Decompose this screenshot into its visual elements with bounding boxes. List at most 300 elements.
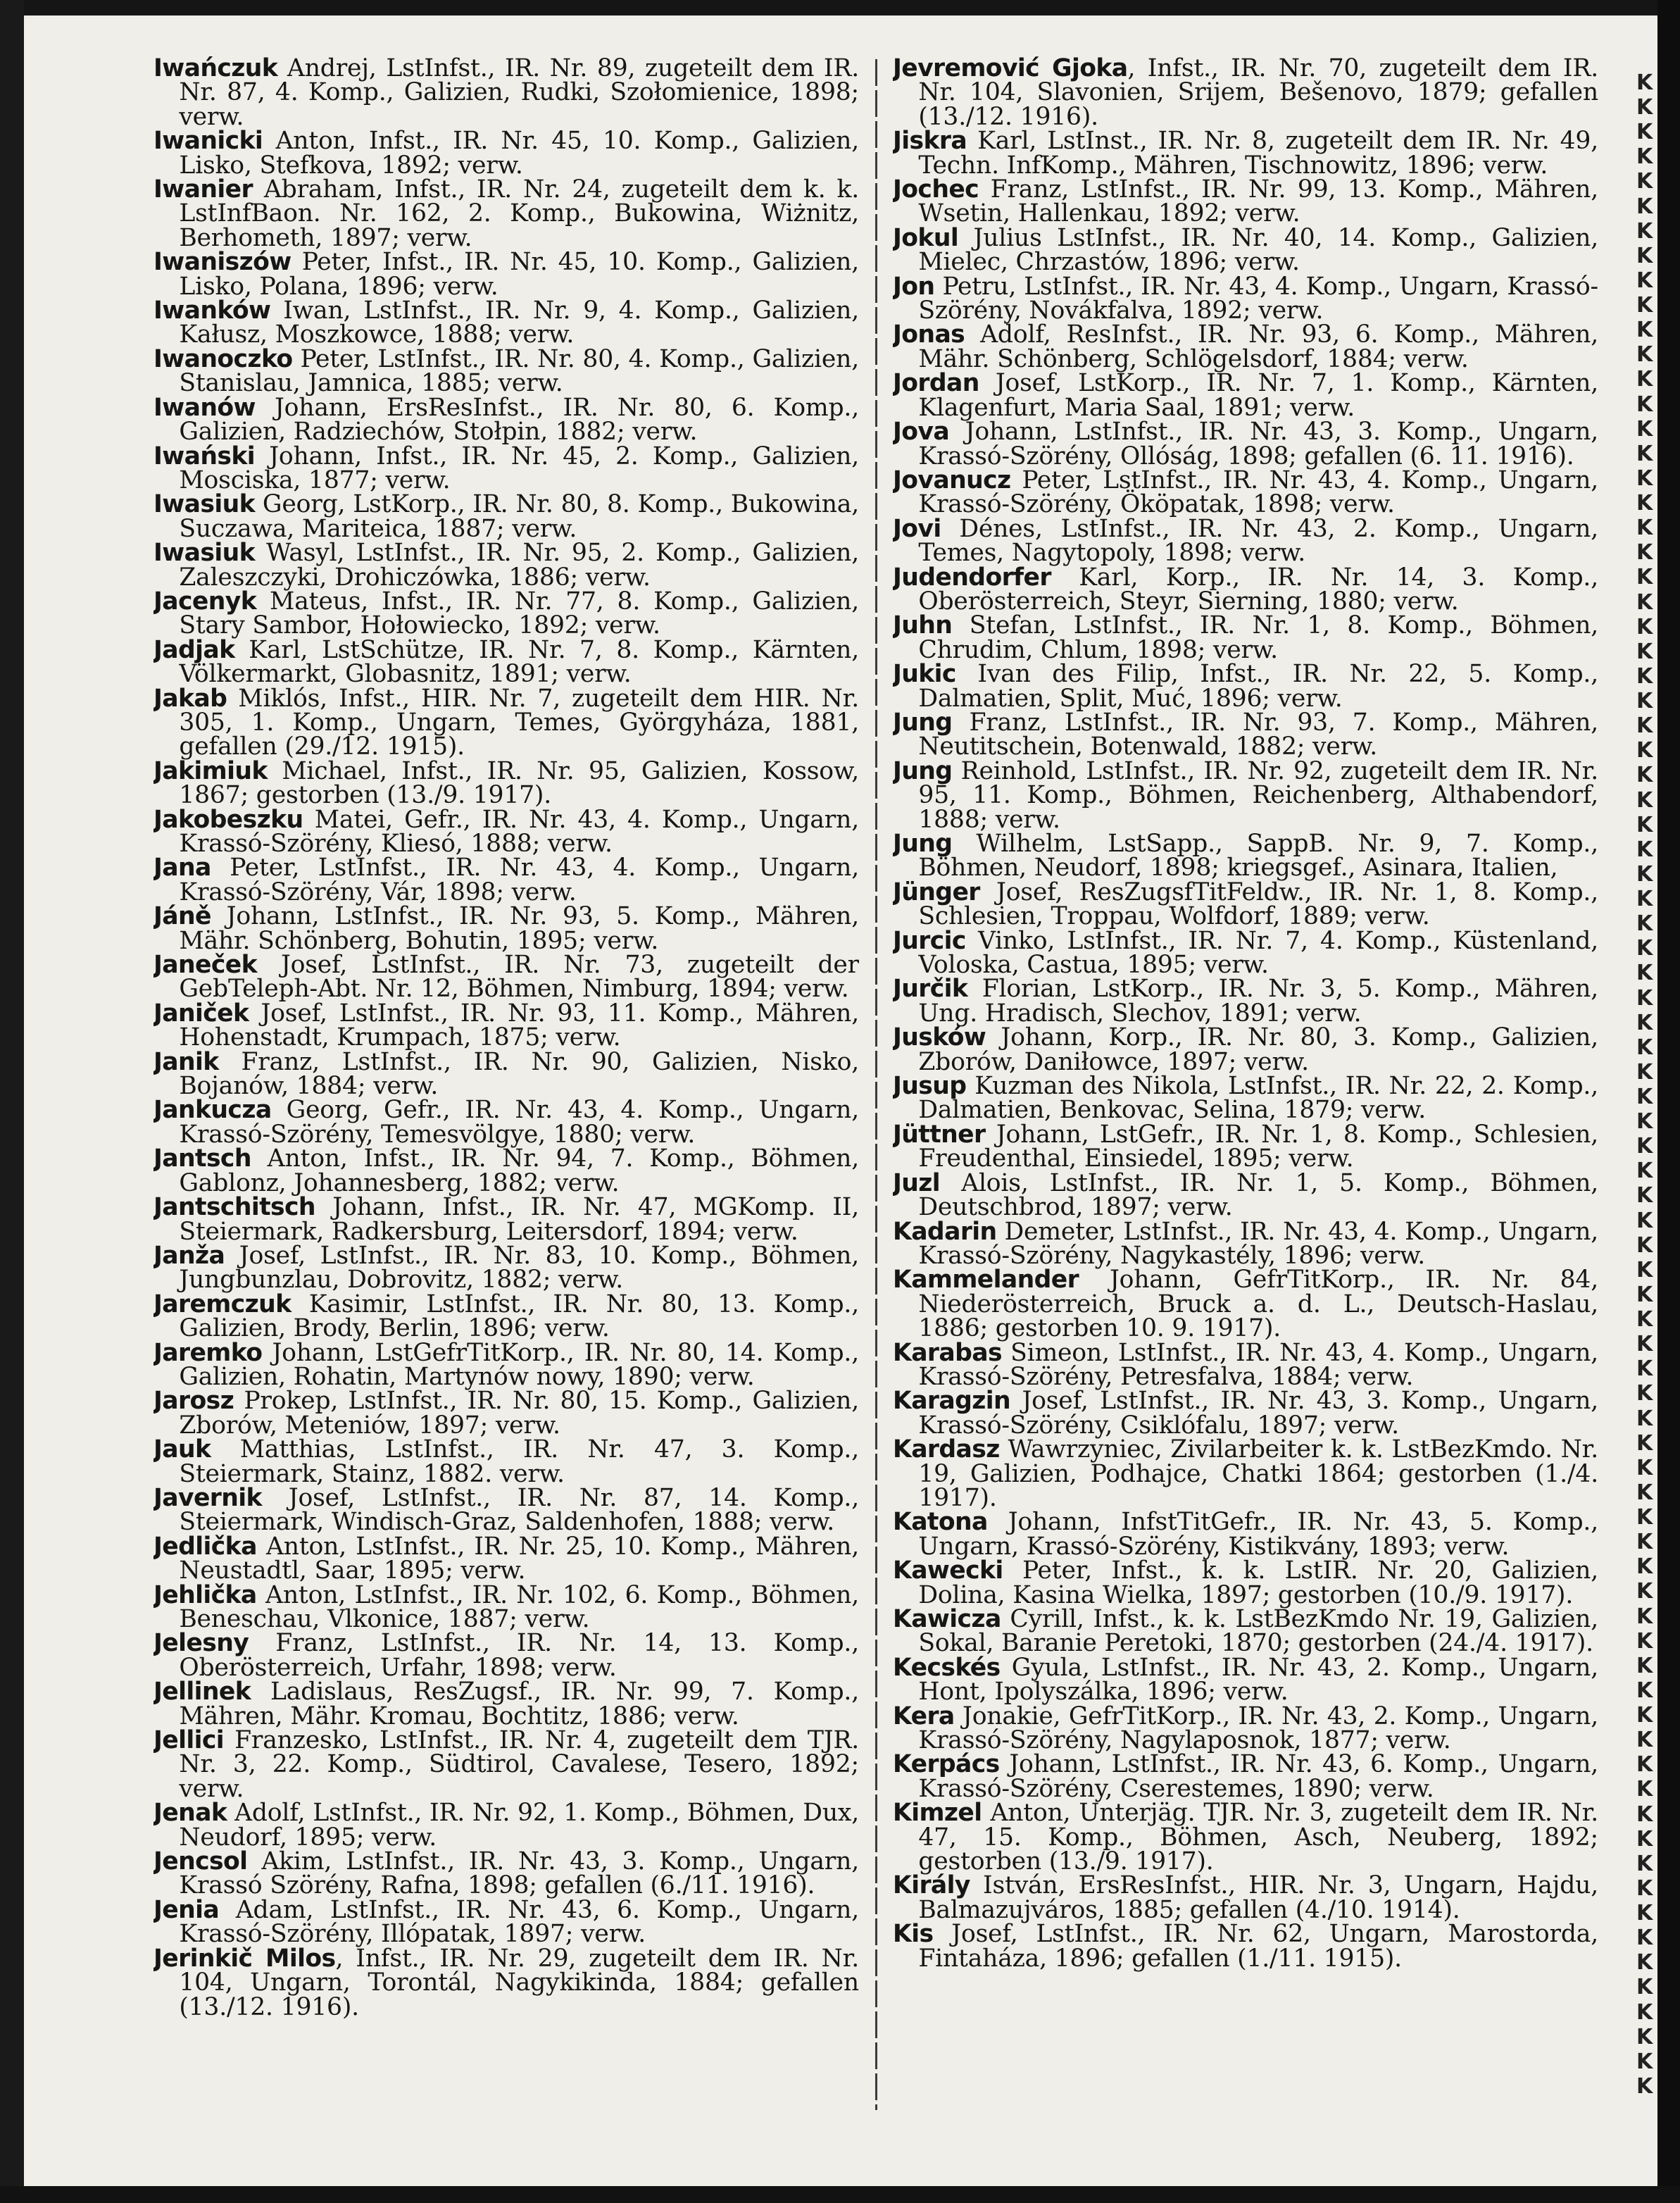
entry-details: Julius LstInfst., IR. Nr. 40, 14. Komp., Galizien, Mielec, Chrzastów, 1896; verw. xyxy=(918,223,1598,277)
margin-letter: K xyxy=(1636,1678,1653,1703)
margin-letter: K xyxy=(1636,342,1653,367)
entry-surname: Jantschitsch xyxy=(153,1193,315,1222)
margin-letter: K xyxy=(1636,936,1653,961)
margin-letter: K xyxy=(1636,1406,1653,1431)
entry-details: Johann, LstInfst., IR. Nr. 43, 3. Komp., Ungarn, Krassó-Szörény, Ollóság, 1898; gefallen (6. 11. 1916). xyxy=(918,418,1598,470)
entry-surname: Iwański xyxy=(153,442,255,470)
right-column xyxy=(893,56,1598,2141)
entry-surname: Janeček xyxy=(153,951,258,980)
margin-letter: K xyxy=(1636,1159,1653,1183)
entry-details: Josef, ResZugsfTitFeldw., IR. Nr. 1, 8. Komp., Schlesien, Troppau, Wolfdorf, 1889; verw. xyxy=(918,878,1598,931)
entry-surname: Jung xyxy=(893,756,953,785)
entry-details: Josef, LstInfst., IR. Nr. 83, 10. Komp., Böhmen, Jungbunzlau, Dobrovitz, 1882; verw. xyxy=(179,1241,859,1294)
entry-surname: Janiček xyxy=(153,999,249,1028)
list-entry xyxy=(893,1025,1598,1074)
list-entry xyxy=(893,1922,1598,1971)
margin-letter: K xyxy=(1636,2000,1653,2025)
margin-letter: K xyxy=(1636,1554,1653,1579)
margin-letter: K xyxy=(1636,70,1653,95)
entry-details: Kuzman des Nikola, LstInfst., IR. Nr. 22, 2. Komp., Dalmatien, Benkovac, Selina, 1879; verw. xyxy=(918,1072,1598,1125)
margin-letter: K xyxy=(1636,1827,1653,1852)
entry-details: Karl, LstInst., IR. Nr. 8, zugeteilt dem IR. Nr. 49, Techn. InfKomp., Mähren, Tischnowitz, 1896; verw. xyxy=(918,127,1598,180)
entry-surname: Iwanoczko xyxy=(153,344,293,373)
list-entry xyxy=(153,805,859,858)
entry-surname: Jünger xyxy=(893,878,980,906)
entry-surname: Kis xyxy=(893,1920,934,1949)
margin-letter: K xyxy=(1636,788,1653,813)
entry-surname: Jochec xyxy=(893,175,979,204)
list-entry xyxy=(153,1799,859,1852)
margin-letter: K xyxy=(1636,887,1653,911)
entry-details: Peter, LstInfst., IR. Nr. 43, 4. Komp., Ungarn, Krassó-Szörény, Vár, 1898; verw. xyxy=(179,854,859,906)
entry-surname: Iwasiuk xyxy=(153,490,255,519)
entry-details: Florian, LstKorp., IR. Nr. 3, 5. Komp., Mähren, Ung. Hradisch, Slechov, 1891; verw. xyxy=(918,975,1598,1028)
list-entry xyxy=(893,1653,1598,1706)
entry-surname: Jung xyxy=(893,830,953,858)
margin-letter: K xyxy=(1636,95,1653,120)
entry-surname: Jadjak xyxy=(153,635,235,664)
entry-details: Ivan des Filip, Infst., IR. Nr. 22, 5. Komp., Dalmatien, Split, Muć, 1896; verw. xyxy=(918,660,1598,713)
entry-surname: Jehlička xyxy=(153,1580,257,1609)
entry-surname: Jusków xyxy=(893,1023,986,1052)
entry-details: Karl, LstSchütze, IR. Nr. 7, 8. Komp., Kärnten, Völkermarkt, Globasnitz, 1891; verw. xyxy=(179,635,859,689)
entry-surname: Iwanicki xyxy=(153,127,263,156)
entry-details: Kasimir, LstInfst., IR. Nr. 80, 13. Komp., Galizien, Brody, Berlin, 1896; verw. xyxy=(179,1290,859,1343)
list-entry xyxy=(893,468,1598,517)
entry-details: Dénes, LstInfst., IR. Nr. 43, 2. Komp., Ungarn, Temes, Nagytopoly, 1898; verw. xyxy=(918,514,1598,568)
margin-letter: K xyxy=(1636,120,1653,144)
margin-letter: K xyxy=(1636,1381,1653,1406)
margin-letter: K xyxy=(1636,2049,1653,2074)
margin-letter: K xyxy=(1636,1011,1653,1035)
margin-letter: K xyxy=(1636,367,1653,392)
list-entry xyxy=(893,177,1598,226)
entry-surname: Jordan xyxy=(893,369,979,398)
entry-surname: Jusup xyxy=(893,1072,967,1101)
entry-surname: Juzl xyxy=(893,1168,941,1197)
entry-details: Johann, ErsResInfst., IR. Nr. 80, 6. Komp., Galizien, Radziechów, Stołpin, 1882; verw. xyxy=(179,393,859,447)
entry-details: Petru, LstInfst., IR. Nr. 43, 4. Komp., Ungarn, Krassó-Szörény, Novákfalva, 1892; verw. xyxy=(918,272,1598,325)
list-entry xyxy=(893,320,1598,373)
entry-surname: Jaremczuk xyxy=(153,1290,292,1318)
entry-details: Peter, LstInfst., IR. Nr. 43, 4. Komp., Ungarn, Krassó-Szörény, Ököpatak, 1898; verw. xyxy=(918,466,1598,519)
margin-letter: K xyxy=(1636,1307,1653,1332)
entry-details: Andrej, LstInfst., IR. Nr. 89, zugeteilt dem IR. Nr. 87, 4. Komp., Galizien, Rudki, Szołomienice, 1898; verw. xyxy=(179,56,859,131)
list-entry xyxy=(893,371,1598,420)
entry-surname: Jedlička xyxy=(153,1532,257,1561)
entry-details: Prokep, LstInfst., IR. Nr. 80, 15. Komp., Galizien, Zborów, Meteniów, 1897; verw. xyxy=(179,1387,859,1440)
margin-letter: K xyxy=(1636,2025,1653,2049)
entry-details: Johann, GefrTitKorp., IR. Nr. 84, Niederösterreich, Bruck a. d. L., Deutsch-Haslau, 1886; gestorben 10. 9. 1917). xyxy=(918,1266,1598,1343)
entry-surname: Jova xyxy=(893,418,950,447)
entry-surname: Karagzin xyxy=(893,1387,1011,1416)
entry-details: Ladislaus, ResZugsf., IR. Nr. 99, 7. Komp., Mähren, Mähr. Kromau, Bochtitz, 1886; verw. xyxy=(179,1678,859,1730)
entry-details: Franz, LstInfst., IR. Nr. 14, 13. Komp., Oberösterreich, Urfahr, 1898; verw. xyxy=(179,1629,859,1682)
list-entry xyxy=(893,662,1598,711)
entry-surname: Iwanier xyxy=(153,175,253,204)
list-entry xyxy=(893,1556,1598,1609)
margin-letter: K xyxy=(1636,565,1653,589)
entry-details: Franzesko, LstInfst., IR. Nr. 4, zugeteilt dem TJR. Nr. 3, 22. Komp., Südtirol, Cavalese, Tesero, 1892; verw. xyxy=(179,1726,859,1803)
list-entry xyxy=(153,756,859,810)
margin-letter: K xyxy=(1636,1802,1653,1827)
entry-surname: Jellici xyxy=(153,1726,225,1755)
list-entry xyxy=(153,344,859,398)
margin-letter: K xyxy=(1636,1654,1653,1678)
entry-details: Simeon, LstInfst., IR. Nr. 43, 4. Komp., Ungarn, Krassó-Szörény, Petresfalva, 1884; verw. xyxy=(918,1338,1598,1391)
entry-details: Adolf, ResInfst., IR. Nr. 93, 6. Komp., Mähren, Mähr. Schönberg, Schlögelsdorf, 1884; verw. xyxy=(918,320,1598,373)
list-entry xyxy=(153,951,859,1004)
margin-strip xyxy=(1635,70,1657,2113)
entry-details: Adolf, LstInfst., IR. Nr. 92, 1. Komp., Böhmen, Dux, Neudorf, 1895; verw. xyxy=(179,1799,859,1852)
entry-surname: Jurcic xyxy=(893,926,966,955)
entry-surname: Jüttner xyxy=(893,1120,986,1149)
entry-details: Akim, LstInfst., IR. Nr. 43, 3. Komp., Ungarn, Krassó Szörény, Rafna, 1898; gefallen (6./11. 1916). xyxy=(179,1847,859,1900)
margin-letter: K xyxy=(1636,268,1653,293)
entry-surname: Iwanów xyxy=(153,393,256,422)
entry-details: Karl, Korp., IR. Nr. 14, 3. Komp., Oberösterreich, Steyr, Sierning, 1880; verw. xyxy=(918,563,1598,616)
entry-surname: Judendorfer xyxy=(893,563,1051,592)
margin-letter: K xyxy=(1636,516,1653,540)
list-entry xyxy=(893,56,1598,129)
list-entry xyxy=(153,492,859,541)
list-entry xyxy=(893,563,1598,616)
entry-surname: Jakobeszku xyxy=(153,805,303,834)
entry-details: Josef, LstInfst., IR. Nr. 62, Ungarn, Marostorda, Fintaháza, 1896; gefallen (1./11. 1915). xyxy=(918,1920,1598,1973)
scan-edge-bottom xyxy=(0,2186,1680,2203)
entry-details: Jonakie, GefrTitKorp., IR. Nr. 43, 2. Komp., Ungarn, Krassó-Szörény, Nagylaposnok, 1877; verw. xyxy=(918,1702,1598,1755)
entry-details: Johann, LstGefrTitKorp., IR. Nr. 80, 14. Komp., Galizien, Rohatin, Martynów nowy, 1890; verw. xyxy=(179,1338,859,1391)
entry-details: Matei, Gefr., IR. Nr. 43, 4. Komp., Ungarn, Krassó-Szörény, Kliesó, 1888; verw. xyxy=(179,805,859,858)
entry-surname: Jantsch xyxy=(153,1144,251,1173)
entry-surname: Jacenyk xyxy=(153,587,257,616)
entry-surname: Juhn xyxy=(893,611,953,640)
list-entry xyxy=(893,127,1598,180)
list-entry xyxy=(893,880,1598,929)
margin-letter: K xyxy=(1636,813,1653,837)
entry-surname: Jaremko xyxy=(153,1338,263,1367)
list-entry xyxy=(153,1047,859,1101)
margin-letter: K xyxy=(1636,194,1653,219)
list-entry xyxy=(893,708,1598,761)
entry-surname: Király xyxy=(893,1871,970,1900)
margin-letter: K xyxy=(1636,911,1653,936)
margin-letter: K xyxy=(1636,540,1653,565)
margin-letter: K xyxy=(1636,144,1653,169)
entry-surname: Kecskés xyxy=(893,1653,1001,1682)
entry-surname: Janik xyxy=(153,1047,219,1076)
entry-surname: Kawecki xyxy=(893,1556,1003,1585)
entry-details: Matthias, LstInfst., IR. Nr. 47, 3. Komp., Steiermark, Stainz, 1882. verw. xyxy=(179,1435,859,1488)
entry-details: Peter, Infst., k. k. LstIR. Nr. 20, Galizien, Dolina, Kasina Wielka, 1897; gestorben (10./9. 1917). xyxy=(918,1556,1598,1609)
list-entry xyxy=(893,756,1598,834)
entry-details: Iwan, LstInfst., IR. Nr. 9, 4. Komp., Galizien, Kałusz, Moszkowce, 1888; verw. xyxy=(179,297,859,349)
entry-details: Anton, Unterjäg. TJR. Nr. 3, zugeteilt dem IR. Nr. 47, 15. Komp., Böhmen, Asch, Neuberg, 1892; gestorben (13./9. 1917). xyxy=(918,1799,1598,1876)
entry-details: Demeter, LstInfst., IR. Nr. 43, 4. Komp., Ungarn, Krassó-Szörény, Nagykastély, 1896; verw. xyxy=(918,1217,1598,1270)
list-entry xyxy=(893,1607,1598,1656)
margin-letter: K xyxy=(1636,1431,1653,1456)
entry-surname: Karabas xyxy=(893,1338,1002,1367)
entry-details: Miklós, Infst., HIR. Nr. 7, zugeteilt dem HIR. Nr. 305, 1. Komp., Ungarn, Temes, Györgyháza, 1881, gefallen (29./12. 1915). xyxy=(179,684,859,761)
margin-letter: K xyxy=(1636,466,1653,491)
margin-letter: K xyxy=(1636,1604,1653,1629)
list-entry xyxy=(153,904,859,953)
list-entry xyxy=(893,1510,1598,1559)
entry-details: Wilhelm, LstSapp., SappB. Nr. 9, 7. Komp., Böhmen, Neudorf, 1898; kriegsgef., Asinara, Italien, xyxy=(918,830,1598,882)
margin-letter: K xyxy=(1636,1950,1653,1975)
entry-details: Peter, Infst., IR. Nr. 45, 10. Komp., Galizien, Lisko, Polana, 1896; verw. xyxy=(179,248,859,301)
entry-details: Anton, LstInfst., IR. Nr. 102, 6. Komp., Böhmen, Beneschau, Vlkonice, 1887; verw. xyxy=(179,1580,859,1633)
margin-letter: K xyxy=(1636,590,1653,615)
entry-details: Abraham, Infst., IR. Nr. 24, zugeteilt dem k. k. LstInfBaon. Nr. 162, 2. Komp., Bukowina, Wiżnitz, Berhometh, 1897; verw. xyxy=(179,175,859,252)
list-entry xyxy=(893,1120,1598,1173)
margin-letter: K xyxy=(1636,1356,1653,1381)
entry-details: Wawrzyniec, Zivilarbeiter k. k. LstBezKmdo. Nr. 19, Galizien, Podhajce, Chatki 1864; gestorben (1./4. 1917). xyxy=(918,1435,1598,1512)
margin-letter: K xyxy=(1636,169,1653,194)
list-entry xyxy=(893,1387,1598,1440)
margin-letter: K xyxy=(1636,491,1653,516)
margin-letter: K xyxy=(1636,986,1653,1011)
column-divider xyxy=(875,59,877,2110)
margin-letter: K xyxy=(1636,1852,1653,1876)
margin-letter: K xyxy=(1636,639,1653,664)
entry-details: Anton, Infst., IR. Nr. 45, 10. Komp., Galizien, Lisko, Stefkova, 1892; verw. xyxy=(179,127,859,180)
list-entry xyxy=(153,1338,859,1391)
entry-surname: Kardasz xyxy=(893,1435,1000,1464)
list-entry xyxy=(893,1704,1598,1753)
list-entry xyxy=(153,684,859,761)
margin-letter: K xyxy=(1636,862,1653,887)
margin-letter: K xyxy=(1636,1777,1653,1802)
list-entry xyxy=(153,1387,859,1440)
margin-letter: K xyxy=(1636,689,1653,713)
entry-surname: Jevremović Gjoka xyxy=(893,56,1128,82)
entry-details: Vinko, LstInfst., IR. Nr. 7, 4. Komp., Küstenland, Voloska, Castua, 1895; verw. xyxy=(918,926,1598,980)
list-entry xyxy=(153,1195,859,1244)
entry-details: Wasyl, LstInfst., IR. Nr. 95, 2. Komp., Galizien, Zaleszczyki, Drohiczówka, 1886; verw. xyxy=(179,539,859,592)
margin-letter: K xyxy=(1636,219,1653,244)
entry-details: Georg, Gefr., IR. Nr. 43, 4. Komp., Ungarn, Krassó-Szörény, Temesvölgye, 1880; verw. xyxy=(179,1096,859,1149)
list-entry xyxy=(153,1001,859,1050)
entry-details: Josef, LstInfst., IR. Nr. 43, 3. Komp., Ungarn, Krassó-Szörény, Csiklófalu, 1897; verw. xyxy=(918,1387,1598,1440)
list-entry xyxy=(893,832,1598,880)
margin-letter: K xyxy=(1636,1258,1653,1283)
margin-letter: K xyxy=(1636,1233,1653,1258)
entry-details: Anton, Infst., IR. Nr. 94, 7. Komp., Böhmen, Gablonz, Johannesberg, 1882; verw. xyxy=(179,1144,859,1197)
entry-surname: Jokul xyxy=(893,223,959,252)
entry-surname: Jakab xyxy=(153,684,227,713)
entry-details: Josef, LstInfst., IR. Nr. 93, 11. Komp., Mähren, Hohenstadt, Krumpach, 1875; verw. xyxy=(179,999,859,1052)
margin-letter: K xyxy=(1636,442,1653,466)
list-entry xyxy=(153,1532,859,1585)
entry-details: Adam, LstInfst., IR. Nr. 43, 6. Komp., Ungarn, Krassó-Szörény, Illópatak, 1897; verw. xyxy=(179,1895,859,1949)
margin-letter: K xyxy=(1636,244,1653,268)
margin-letter: K xyxy=(1636,417,1653,442)
entry-details: Johann, LstInfst., IR. Nr. 93, 5. Komp., Mähren, Mähr. Schönberg, Bohutin, 1895; verw. xyxy=(179,902,859,955)
entry-details: Stefan, LstInfst., IR. Nr. 1, 8. Komp., Böhmen, Chrudim, Chlum, 1898; verw. xyxy=(918,611,1598,664)
entry-details: Johann, Korp., IR. Nr. 80, 3. Komp., Galizien, Zborów, Daniłowce, 1897; verw. xyxy=(918,1023,1598,1076)
list-entry xyxy=(893,613,1598,662)
margin-letter: K xyxy=(1636,1703,1653,1728)
margin-letter: K xyxy=(1636,1752,1653,1777)
entry-details: Johann, InfstTitGefr., IR. Nr. 43, 5. Komp., Ungarn, Krassó-Szörény, Kistikvány, 1893; verw. xyxy=(918,1508,1598,1561)
entry-surname: Kimzel xyxy=(893,1799,982,1828)
entry-surname: Iwasiuk xyxy=(153,539,255,568)
entry-surname: Jon xyxy=(893,272,935,301)
margin-letter: K xyxy=(1636,664,1653,689)
list-entry xyxy=(893,514,1598,568)
list-entry xyxy=(893,975,1598,1028)
margin-letter: K xyxy=(1636,615,1653,639)
entry-surname: Jung xyxy=(893,708,953,737)
entry-surname: Katona xyxy=(893,1508,988,1537)
entry-surname: Iwaniszów xyxy=(153,248,292,277)
entry-surname: Kawicza xyxy=(893,1605,1001,1633)
margin-letter: K xyxy=(1636,1283,1653,1307)
left-column xyxy=(153,56,859,2141)
list-entry xyxy=(153,1631,859,1680)
margin-letter: K xyxy=(1636,1480,1653,1505)
entry-surname: Jenak xyxy=(153,1799,227,1828)
entry-details: Peter, LstInfst., IR. Nr. 80, 4. Komp., Galizien, Stanislau, Jamnica, 1885; verw. xyxy=(179,344,859,398)
entry-details: Alois, LstInfst., IR. Nr. 1, 5. Komp., Böhmen, Deutschbrod, 1897; verw. xyxy=(918,1168,1598,1222)
entry-surname: Jarosz xyxy=(153,1387,234,1416)
list-entry xyxy=(153,1098,859,1147)
list-entry xyxy=(893,272,1598,325)
margin-letter: K xyxy=(1636,1975,1653,1999)
list-entry xyxy=(153,1680,859,1728)
entry-details: Cyrill, Infst., k. k. LstBezKmdo Nr. 19, Galizien, Sokal, Baranie Peretoki, 1870; gestorben (24./4. 1917). xyxy=(918,1605,1598,1658)
entry-details: Josef, LstInfst., IR. Nr. 87, 14. Komp., Steiermark, Windisch-Graz, Saldenhofen, 1888; verw. xyxy=(179,1483,859,1537)
entry-details: Franz, LstInfst., IR. Nr. 99, 13. Komp., Mähren, Wsetin, Hallenkau, 1892; verw. xyxy=(918,175,1598,228)
entry-details: Georg, LstKorp., IR. Nr. 80, 8. Komp., Bukowina, Suczawa, Mariteica, 1887; verw. xyxy=(179,490,859,543)
scan-edge-top xyxy=(0,0,1680,15)
list-entry xyxy=(893,1873,1598,1922)
entry-details: István, ErsResInfst., HIR. Nr. 3, Ungarn, Hajdu, Balmazujváros, 1885; gefallen (4./10. 1914). xyxy=(918,1871,1598,1924)
entry-surname: Jelesny xyxy=(153,1629,249,1658)
entry-surname: Jukic xyxy=(893,660,956,689)
list-entry xyxy=(893,420,1598,468)
list-entry xyxy=(153,1728,859,1801)
entry-surname: Jiskra xyxy=(893,127,967,156)
scan-edge-right xyxy=(1657,0,1680,2203)
list-entry xyxy=(153,856,859,904)
entry-details: Johann, LstInfst., IR. Nr. 43, 6. Komp., Ungarn, Krassó-Szörény, Cserestemes, 1890; verw. xyxy=(918,1750,1598,1803)
entry-surname: Jakimiuk xyxy=(153,756,268,785)
margin-letter: K xyxy=(1636,1134,1653,1159)
entry-surname: Jellinek xyxy=(153,1678,251,1706)
entry-surname: Iwanków xyxy=(153,297,271,325)
list-entry xyxy=(153,1292,859,1341)
entry-details: Gyula, LstInfst., IR. Nr. 43, 2. Komp., Ungarn, Hont, Ipolyszálka, 1896; verw. xyxy=(918,1653,1598,1706)
margin-letter: K xyxy=(1636,1085,1653,1109)
margin-letter: K xyxy=(1636,1505,1653,1530)
margin-letter: K xyxy=(1636,318,1653,342)
margin-letter: K xyxy=(1636,1579,1653,1604)
margin-letter: K xyxy=(1636,392,1653,417)
list-entry xyxy=(893,1752,1598,1801)
entry-surname: Jonas xyxy=(893,320,965,349)
list-entry xyxy=(153,393,859,447)
entry-surname: Jáně xyxy=(153,902,211,931)
entry-surname: Kera xyxy=(893,1702,955,1730)
list-entry xyxy=(153,1849,859,1898)
scan-edge-left xyxy=(0,0,24,2203)
margin-letter: K xyxy=(1636,738,1653,763)
entry-details: Franz, LstInfst., IR. Nr. 90, Galizien, Nisko, Bojanów, 1884; verw. xyxy=(179,1047,859,1101)
entry-details: Josef, LstKorp., IR. Nr. 7, 1. Komp., Kärnten, Klagenfurt, Maria Saal, 1891; verw. xyxy=(918,369,1598,422)
margin-letter: K xyxy=(1636,293,1653,318)
entry-surname: Javernik xyxy=(153,1483,262,1512)
margin-letter: K xyxy=(1636,837,1653,862)
entry-details: Mateus, Infst., IR. Nr. 77, 8. Komp., Galizien, Stary Sambor, Hołowiecko, 1892; verw. xyxy=(179,587,859,640)
entry-details: Johann, LstGefr., IR. Nr. 1, 8. Komp., Schlesien, Freudenthal, Einsiedel, 1895; verw. xyxy=(918,1120,1598,1173)
margin-letter: K xyxy=(1636,1456,1653,1480)
list-entry xyxy=(153,635,859,689)
list-entry xyxy=(893,1074,1598,1123)
entry-surname: Jencsol xyxy=(153,1847,248,1876)
entry-surname: Jovanucz xyxy=(893,466,1011,494)
margin-letter: K xyxy=(1636,1876,1653,1901)
entry-details: Michael, Infst., IR. Nr. 95, Galizien, Kossow, 1867; gestorben (13./9. 1917). xyxy=(179,756,859,810)
entry-surname: Jauk xyxy=(153,1435,211,1464)
list-entry xyxy=(893,926,1598,980)
margin-letter: K xyxy=(1636,1035,1653,1060)
list-entry xyxy=(153,1483,859,1537)
list-entry xyxy=(893,1168,1598,1222)
list-entry xyxy=(153,1144,859,1197)
list-entry xyxy=(153,56,859,129)
list-entry xyxy=(153,250,859,299)
margin-letter: K xyxy=(1636,713,1653,738)
list-entry xyxy=(153,589,859,638)
margin-letter: K xyxy=(1636,1109,1653,1134)
margin-letter: K xyxy=(1636,2074,1653,2099)
margin-letter: K xyxy=(1636,1530,1653,1554)
list-entry xyxy=(153,1437,859,1486)
list-entry xyxy=(153,1241,859,1294)
entry-surname: Jurčik xyxy=(893,975,968,1004)
entry-surname: Kammelander xyxy=(893,1266,1079,1294)
entry-details: Franz, LstInfst., IR. Nr. 93, 7. Komp., Mähren, Neutitschein, Botenwald, 1882; verw. xyxy=(918,708,1598,761)
margin-letter: K xyxy=(1636,763,1653,787)
entry-surname: Jerinkič Milos xyxy=(153,1944,336,1973)
list-entry xyxy=(153,539,859,592)
margin-letter: K xyxy=(1636,1926,1653,1950)
list-entry xyxy=(153,444,859,493)
list-entry xyxy=(153,1895,859,1949)
entry-surname: Jenia xyxy=(153,1895,220,1924)
margin-letter: K xyxy=(1636,961,1653,985)
entry-surname: Kerpács xyxy=(893,1750,1000,1779)
margin-letter: K xyxy=(1636,1728,1653,1752)
margin-letter: K xyxy=(1636,1332,1653,1356)
margin-letter: K xyxy=(1636,1629,1653,1654)
list-entry xyxy=(153,177,859,250)
list-entry xyxy=(893,1338,1598,1391)
margin-letter: K xyxy=(1636,1209,1653,1233)
list-entry xyxy=(893,1266,1598,1343)
entry-surname: Jankucza xyxy=(153,1096,272,1125)
entry-details: Johann, Infst., IR. Nr. 45, 2. Komp., Galizien, Mosciska, 1877; verw. xyxy=(179,442,859,494)
entry-surname: Janža xyxy=(153,1241,225,1270)
entry-details: , Infst., IR. Nr. 70, zugeteilt dem IR. Nr. 104, Slavonien, Srijem, Bešenovo, 1879; gefallen (13./12. 1916). xyxy=(918,56,1598,131)
list-entry xyxy=(153,1944,859,2021)
entry-details: Anton, LstInfst., IR. Nr. 25, 10. Komp., Mähren, Neustadtl, Saar, 1895; verw. xyxy=(179,1532,859,1585)
entry-surname: Iwańczuk xyxy=(153,56,278,82)
entry-details: Josef, LstInfst., IR. Nr. 73, zugeteilt der GebTeleph-Abt. Nr. 12, Böhmen, Nimburg, 1894; verw. xyxy=(179,951,859,1004)
margin-letter: K xyxy=(1636,1901,1653,1926)
